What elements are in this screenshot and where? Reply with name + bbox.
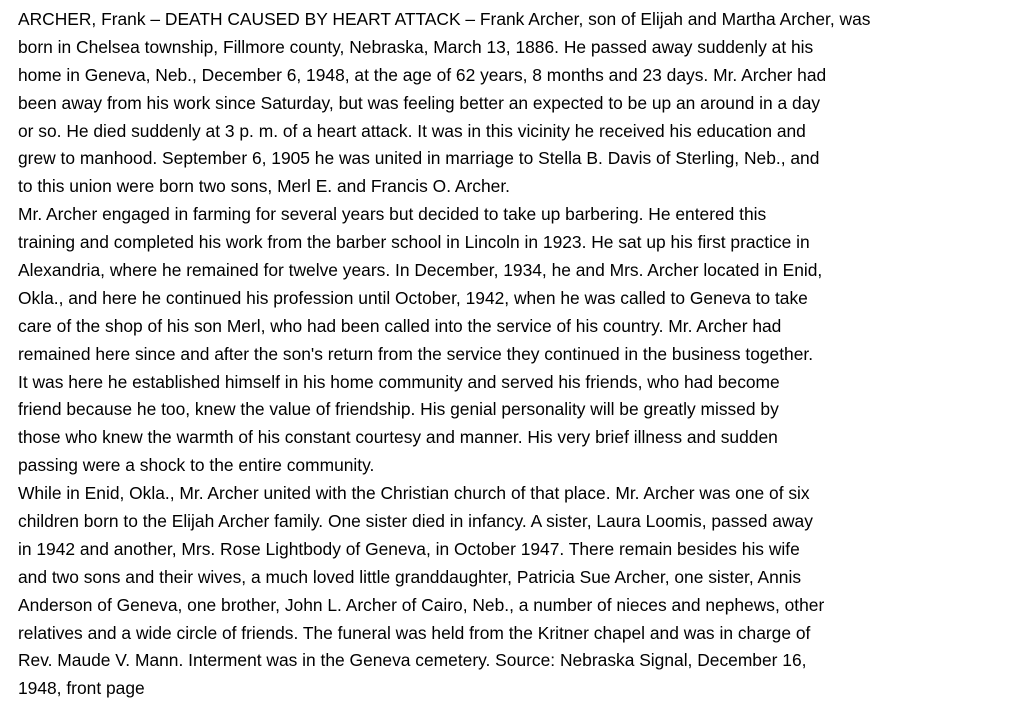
- text-line: home in Geneva, Neb., December 6, 1948, at the age of 62 years, 8 months and 23 days. Mr. Archer had: [18, 64, 827, 85]
- text-line: those who knew the warmth of his constant courtesy and manner. His very brief illness and sudden: [18, 427, 778, 448]
- text-line: training and completed his work from the barber school in Lincoln in 1923. He sat up his first practice in: [18, 232, 810, 253]
- text-line: born in Chelsea township, Fillmore county, Nebraska, March 13, 1886. He passed away suddenly at his: [18, 36, 814, 57]
- text-line: and two sons and their wives, a much loved little granddaughter, Patricia Sue Archer, one sister, Annis: [18, 566, 802, 587]
- text-line: Okla., and here he continued his profession until October, 1942, when he was called to Geneva to take: [18, 287, 808, 308]
- text-line: It was here he established himself in his home community and served his friends, who had become: [18, 371, 780, 392]
- text-line: Mr. Archer engaged in farming for several years but decided to take up barbering. He entered this: [18, 204, 767, 225]
- text-line: in 1942 and another, Mrs. Rose Lightbody of Geneva, in October 1947. There remain besides his wife: [18, 538, 800, 559]
- text-line: passing were a shock to the entire community.: [18, 455, 375, 476]
- text-line: Anderson of Geneva, one brother, John L. Archer of Cairo, Neb., a number of nieces and nephews, other: [18, 594, 825, 615]
- text-line: ARCHER, Frank – DEATH CAUSED BY HEART ATTACK – Frank Archer, son of Elijah and Martha Archer, was: [18, 9, 871, 29]
- text-line: Alexandria, where he remained for twelve years. In December, 1934, he and Mrs. Archer located in Enid,: [18, 260, 823, 281]
- text-line: care of the shop of his son Merl, who had been called into the service of his country. Mr. Archer had: [18, 315, 782, 336]
- text-line: friend because he too, knew the value of friendship. His genial personality will be greatly missed by: [18, 399, 779, 420]
- text-line: children born to the Elijah Archer family. One sister died in infancy. A sister, Laura Loomis, passed away: [18, 511, 813, 532]
- text-line: While in Enid, Okla., Mr. Archer united with the Christian church of that place. Mr. Archer was one of six: [18, 483, 810, 504]
- text-line: been away from his work since Saturday, but was feeling better an expected to be up an around in a day: [18, 92, 821, 113]
- text-line: grew to manhood. September 6, 1905 he was united in marriage to Stella B. Davis of Sterling, Neb., and: [18, 148, 820, 169]
- text-line: 1948, front page: [18, 678, 145, 699]
- text-line: or so. He died suddenly at 3 p. m. of a heart attack. It was in this vicinity he received his education and: [18, 120, 806, 141]
- text-line: remained here since and after the son's return from the service they continued in the business together.: [18, 343, 814, 364]
- text-line: Rev. Maude V. Mann. Interment was in the Geneva cemetery. Source: Nebraska Signal, December 16,: [18, 650, 807, 671]
- text-line: relatives and a wide circle of friends. The funeral was held from the Kritner chapel and was in charge of: [18, 622, 811, 643]
- text-line: to this union were born two sons, Merl E. and Francis O. Archer.: [18, 176, 510, 197]
